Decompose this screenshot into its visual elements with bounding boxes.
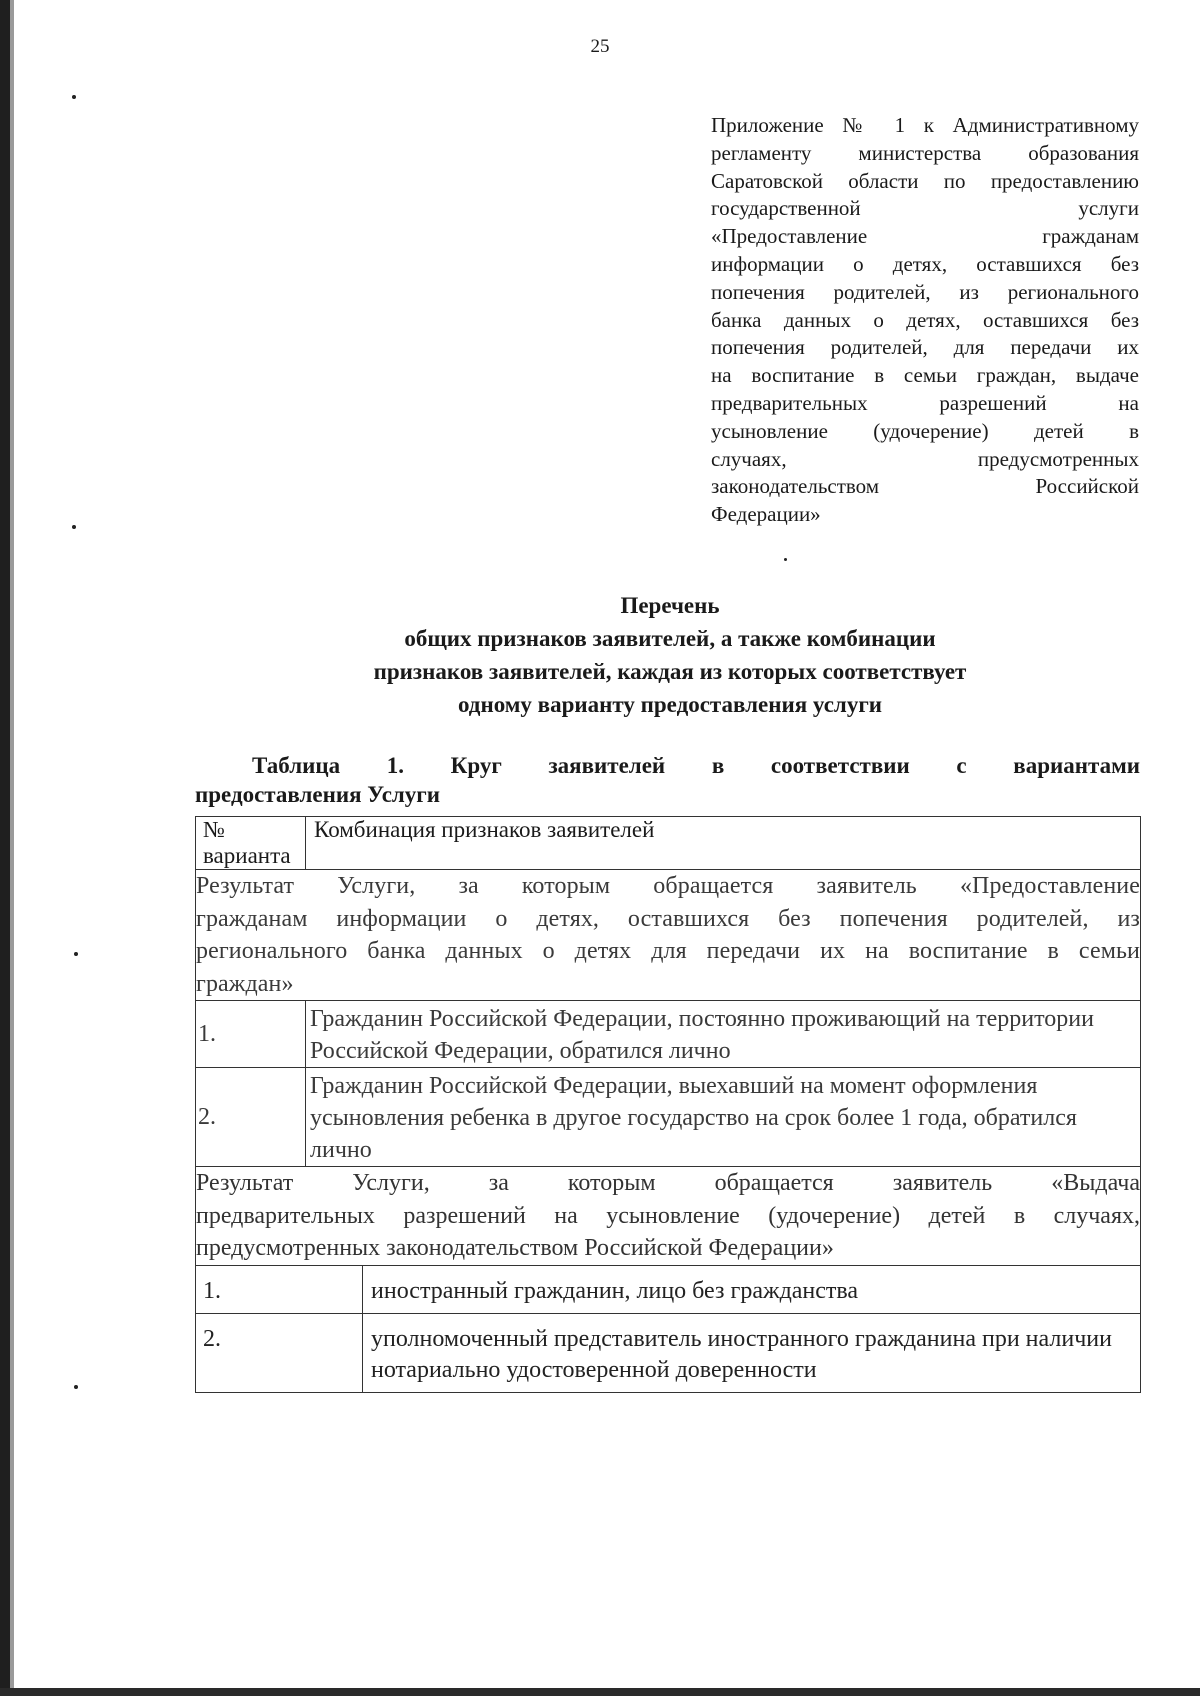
table-row — [196, 1265, 1141, 1313]
table-caption-line: предоставления Услуги — [195, 782, 441, 807]
header-variant-number: № варианта — [196, 817, 306, 870]
variant-description: Гражданин Российской Федерации, выехавший на момент оформления усыновления ребенка в другое государство на срок более 1 года, обратился лично — [306, 1068, 1141, 1167]
annex-line: законодательством Российской — [711, 474, 1139, 499]
document-title — [195, 589, 1145, 721]
title-line: общих признаков заявителей, а также комбинации — [404, 626, 936, 651]
variant-description: Гражданин Российской Федерации, постоянно проживающий на территории Российской Федерации, обратился лично — [306, 1001, 1141, 1068]
section-line: предусмотренных законодательством Российской Федерации» — [196, 1235, 834, 1261]
annex-line: Саратовской области по предоставлению — [711, 168, 1139, 193]
variant-number: 2. — [196, 1313, 363, 1392]
scan-speck — [72, 95, 76, 99]
table-header-row — [196, 817, 1141, 870]
scan-speck — [74, 1385, 78, 1389]
annex-line: Федерации» — [711, 502, 821, 527]
table-caption-line: Таблица 1. Круг заявителей в соответствии с вариантами — [252, 753, 1140, 778]
annex-line: Приложение № 1 к Административному — [711, 113, 1139, 137]
scan-speck — [72, 525, 76, 529]
section-result-1-text — [196, 870, 1141, 1001]
header-combination: Комбинация признаков заявителей — [306, 817, 1141, 870]
title-line: признаков заявителей, каждая из которых соответствует — [373, 659, 967, 684]
section-result-2 — [196, 1167, 1141, 1266]
table-row — [196, 1068, 1141, 1167]
annex-header — [711, 112, 1139, 529]
variant-number: 1. — [196, 1265, 363, 1313]
annex-line: банка данных о детях, оставшихся без — [711, 307, 1139, 332]
table-row — [196, 1001, 1141, 1068]
section-line: гражданам информации о детях, оставшихся без попечения родителей, из — [196, 905, 1140, 932]
annex-line: попечения родителей, из регионального — [711, 279, 1139, 304]
annex-line: «Предоставление гражданам — [711, 224, 1139, 249]
variant-number: 2. — [196, 1068, 306, 1167]
scan-left-edge-shadow — [10, 0, 14, 1696]
table-row — [196, 1313, 1141, 1392]
section-line: Результат Услуги, за которым обращается заявитель «Выдача — [196, 1170, 1140, 1196]
title-line: Перечень — [620, 593, 720, 618]
annex-line: предварительных разрешений на — [711, 390, 1139, 415]
annex-line: попечения родителей, для передачи их — [711, 335, 1139, 360]
annex-line: информации о детях, оставшихся без — [711, 251, 1139, 276]
variant-description: иностранный гражданин, лицо без гражданства — [363, 1265, 1141, 1313]
scan-speck — [74, 952, 78, 956]
section-line: предварительных разрешений на усыновление (удочерение) детей в случаях, — [196, 1202, 1140, 1229]
section-line: Результат Услуги, за которым обращается заявитель «Предоставление — [196, 873, 1140, 899]
annex-line: регламенту министерства образования — [711, 140, 1139, 165]
section-result-1 — [196, 870, 1141, 1001]
scan-left-edge — [0, 0, 10, 1696]
page-number: 25 — [590, 36, 610, 57]
annex-line: государственной услуги — [711, 196, 1139, 221]
table-caption — [195, 751, 1140, 809]
scan-speck — [784, 558, 787, 561]
variant-number: 1. — [196, 1001, 306, 1068]
variant-description: уполномоченный представитель иностранного гражданина при наличии нотариально удостоверенной доверенности — [363, 1313, 1141, 1392]
section-line: регионального банка данных о детях для передачи их на воспитание в семьи — [196, 938, 1140, 964]
title-line: одному варианту предоставления услуги — [457, 692, 883, 717]
section-line: граждан» — [196, 970, 294, 997]
section-result-2-text — [196, 1167, 1141, 1266]
annex-line: на воспитание в семьи граждан, выдаче — [711, 363, 1139, 388]
scan-bottom-edge — [0, 1688, 1200, 1696]
annex-line: случаях, предусмотренных — [711, 446, 1139, 471]
annex-line: усыновление (удочерение) детей в — [711, 418, 1139, 443]
applicants-table — [195, 816, 1141, 1393]
